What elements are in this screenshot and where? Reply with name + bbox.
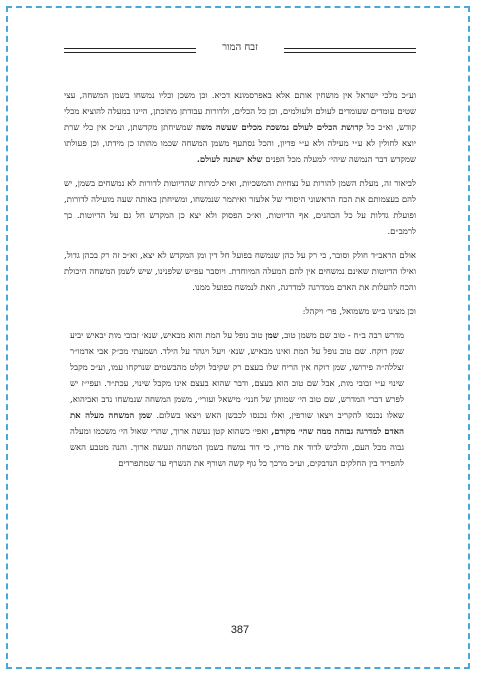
- bold-phrase: שמן המשחה מעלה את האדם למדרגה גבוהה ממה שהי׳ מקודם,: [70, 411, 405, 437]
- page-body: [64, 88, 416, 480]
- paragraph: אולם הראב״ד חולק וסובר, כי רק על כהן שנמשח בפועל חל דין ומן המקדש לא יצא, וא״כ זה רק בכהן גדול, ואילו הדיוטות שאינם נמשחים אין להם המעלה המיוחדת. ויוסבר עפ״ש שלפנינו, שיש לשמן המשחה היכולת והכח להעלות את האדם ממדרגה למדרגה, וזאת לנמשח בפועל ממנו.: [64, 251, 416, 293]
- bold-phrase: קדושת הכלים לעולם נמשכת מכלים שעשה משה: [196, 123, 364, 133]
- bold-phrase: שמן: [265, 331, 279, 341]
- quote-text: מדרש רבה ב״ח - טוב שם משמן טוב,: [281, 331, 405, 341]
- bold-phrase: שלא ישתנה לעולם.: [196, 155, 263, 165]
- block-quote: [64, 328, 416, 472]
- header-rule: [284, 52, 416, 53]
- page-number: 387: [230, 624, 250, 636]
- header-rule: [284, 48, 416, 49]
- header-rule: [64, 52, 196, 53]
- paragraph-text: וע״כ מלכי ישראל אין מושחין אותם אלא באפרסמונא דכיא. וכן משכן וכליו נמשחו בשמן המשחה, עצי שטים עומדים שעומדים לעולם ולעולמים, וכן כל הכלים, ולדורות עבודתן מתוכתן, היינו במעלה להוציא מכלי קודש, וא״כ כל: [64, 91, 416, 133]
- paragraph: [64, 88, 416, 168]
- quote-text: ואפי׳ כשהוא קטן נעשה ארוך, שהרי שאול הי׳ משכמו ומעלה גבוה מכל העם, והלביש לדוד את מדיו, כי דוד נמשח בשמן המשחה ונעשה ארוך. והנה מטבע האש להפריד בין החלקים הנדבקים, וע״כ מרכך כל גוף קשה ושורף את הנשרף עד שמתפרדים: [70, 427, 404, 469]
- page-header: [64, 40, 416, 70]
- running-title: זבח המור: [222, 42, 258, 53]
- paragraph: לביאור זה, מעלת השמן להורות על נצחיות והמשכיות, וא״כ למרות שהדיוטות לדורות לא נמשחים בשמן, יש להם בעצמותם את הכח הראשוני היסודי של אלעזר ואיתמר שנמשחו, ומשיחתן באותה שעה מועילה לדורות, ופועלת גדלות על כל הכהנים, אף הדיוטות, וא״כ הפסוק ולא יצא כן המקדש חל גם על הדיוטות. כך לרמב״ם.: [64, 179, 416, 237]
- paragraph: וכן מצינו ב״ש משמואל, פר׳ ויקהל:: [302, 307, 416, 317]
- paragraph-text: שמשיחתן מקדשתן, וע״כ אין כלי שרת יוצא לחולין לא ע״י מעילה ולא ע״י פדיון, והכל נסתעף משמן המשחה שכמו מהותו כן מידתו, וכן פעולתו שמקדש דבר הנמשה שיהי׳ למעלה מכל הפנים: [64, 123, 416, 165]
- header-rule: [64, 48, 196, 49]
- quote-text: טוב נופל על המת והוא מבאיש, שנא׳ זבובי מות יבאיש יביע שמן רוקח. שם טוב נופל על המת ואינו מבאיש, שנא׳ ויעל ויגהר על הילד. ושמעתי מכ״ק אבי אדמו״ר זצללה״ה פירושו, שמן רוקח אין הריח שלו בעצם רק שקיבל וקלט מהבשמים שנרקחו עמו, וע״כ מקבל שינוי ע״י זבובי מות, אבל שם טוב הוא בעצם, ודבר שהוא בעצם אינו מקבל שינוי, עכת״ד. ועפי״ז יש לפרש דברי המדרש, שם טוב הי׳ שמותן של חנני׳ מישאל ועזרי׳, משמן המשחה שנמשחו נדב ואביהוא, שאלו נכנסו להקריב ויצאו שורפין, ואלו נכנסו לכבשן האש ויצאו בשלום.: [70, 331, 405, 421]
